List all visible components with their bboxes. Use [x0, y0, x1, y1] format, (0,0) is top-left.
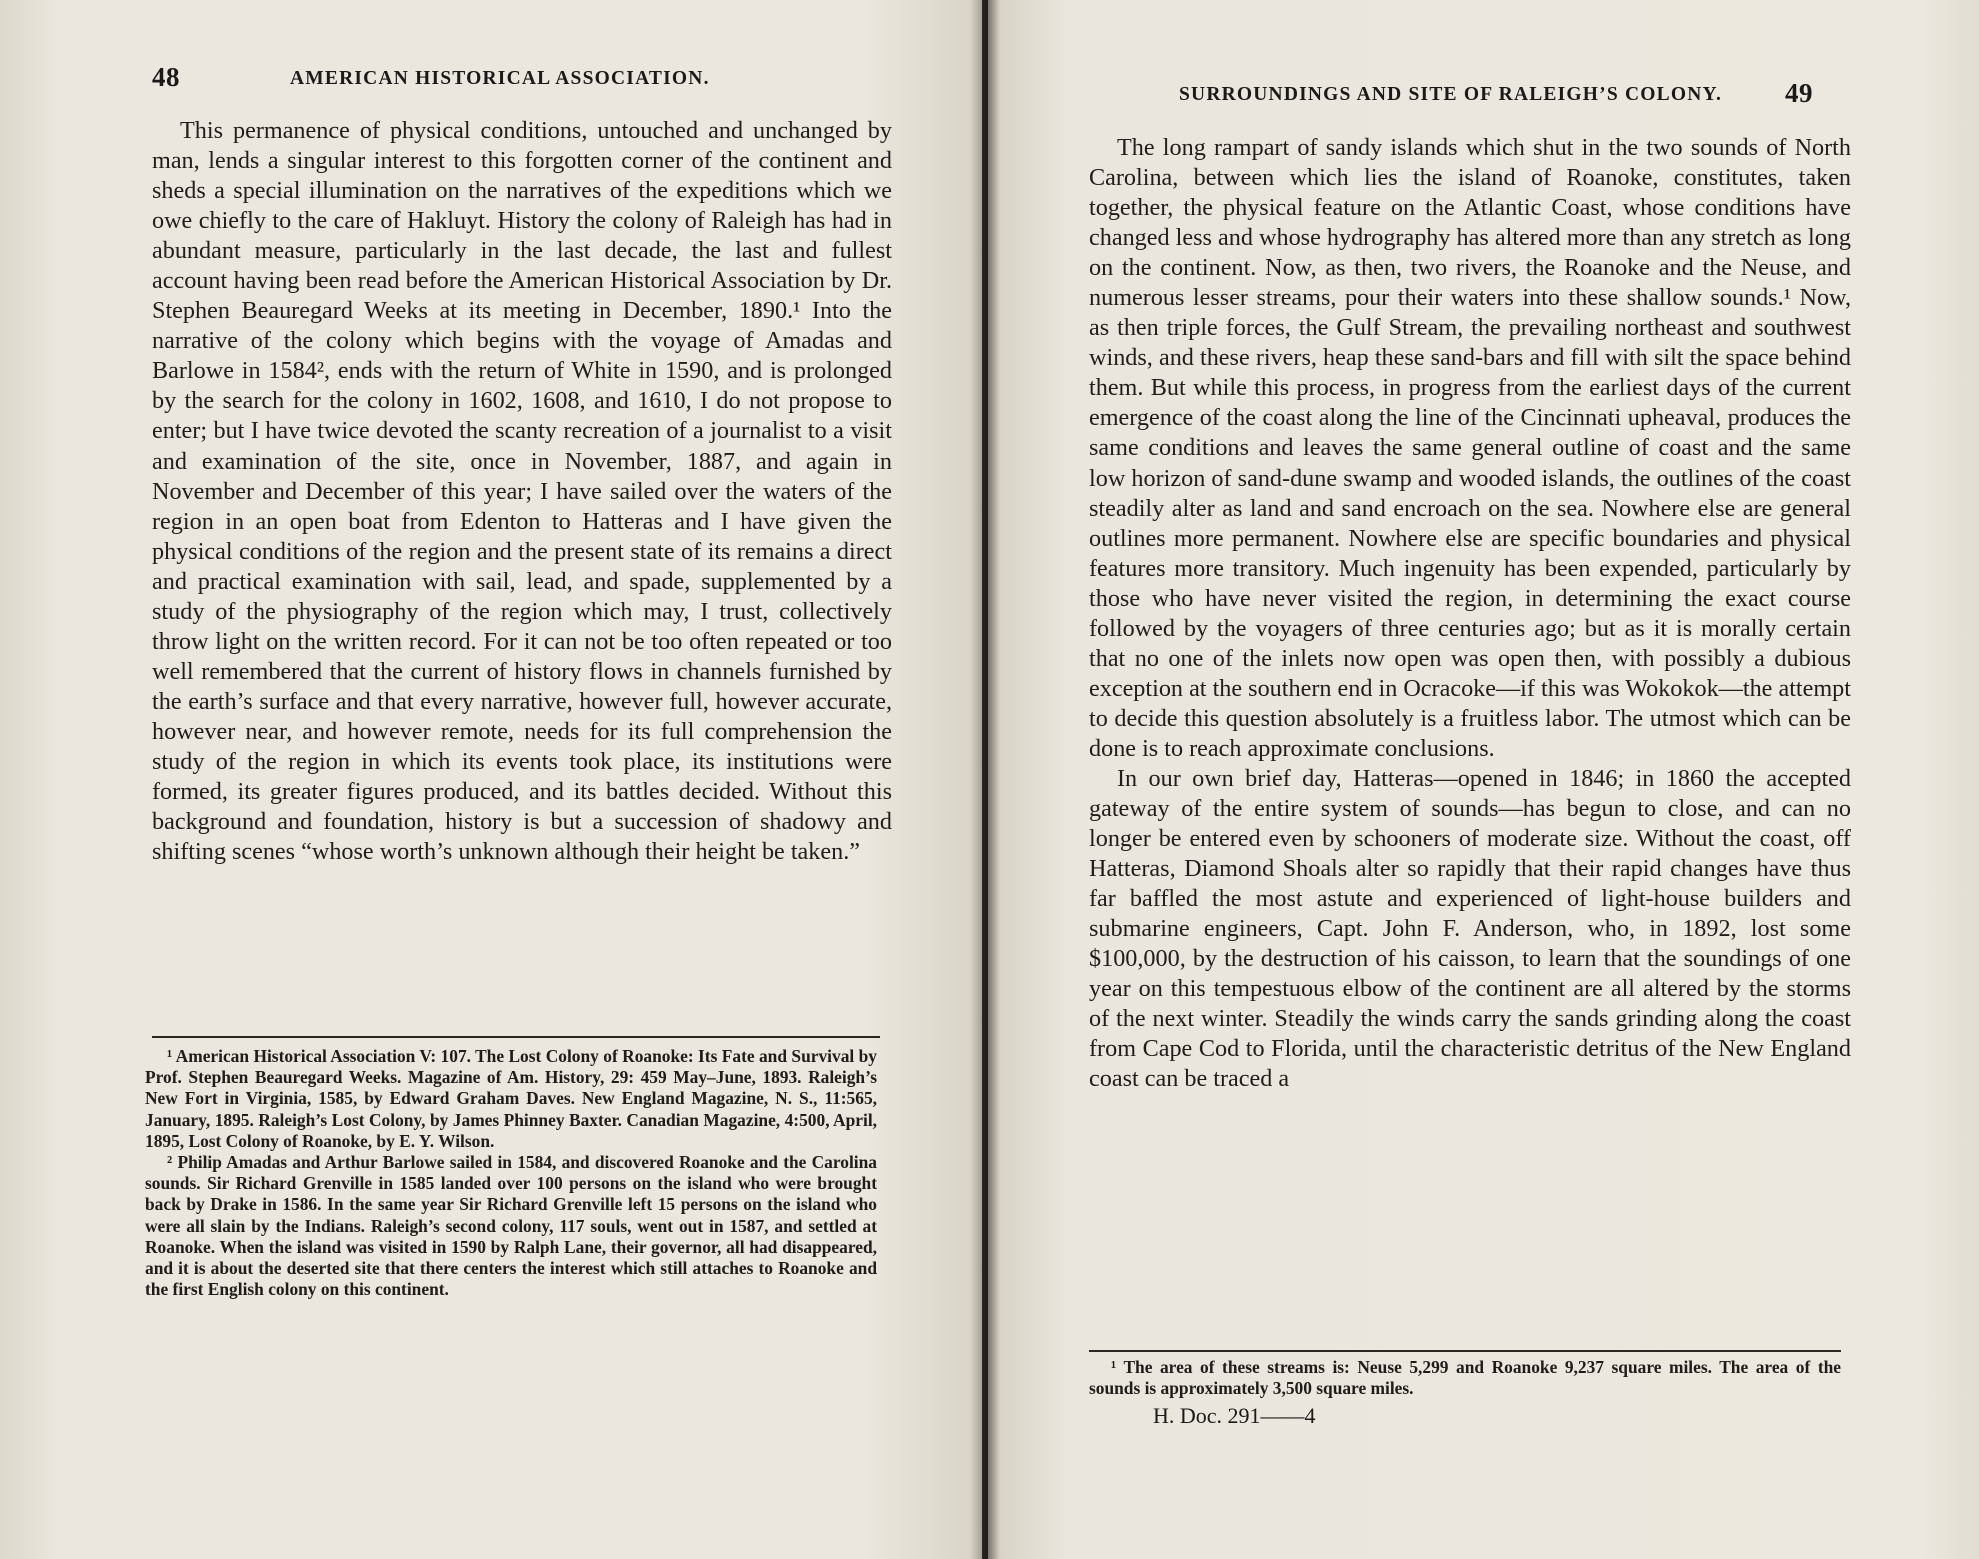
- signature-mark: H. Doc. 291——4: [1153, 1403, 1316, 1428]
- footnote: ¹ The area of these streams is: Neuse 5,299 and Roanoke 9,237 square miles. The area of the sounds is approximately 3,500 square miles.: [1089, 1357, 1841, 1399]
- left-page: [0, 0, 982, 1559]
- paragraph: In our own brief day, Hatteras—opened in 1846; in 1860 the accepted gateway of the entire system of sounds—has begun to close, and can no longer be entered even by schooners of moderate size. Without the coast, off Hatteras, Diamond Shoals alter so rapidly that their rapid changes have thus far baffled the most astute and experienced of light-house builders and submarine engineers, Capt. John F. Anderson, who, in 1892, lost some $100,000, by the destruction of his caisson, to learn that the soundings of one year on this tempestuous elbow of the continent are all altered by the storms of the next winter. Steadily the winds carry the sands grinding along the coast from Cape Cod to Florida, until the characteristic detritus of the New England coast can be traced a: [1089, 764, 1851, 1093]
- body-text: [1089, 133, 1851, 1095]
- page-number: 49: [1785, 78, 1813, 108]
- footnotes: [145, 1046, 877, 1300]
- footnote-rule: [1089, 1350, 1841, 1352]
- footnote: ² Philip Amadas and Arthur Barlowe sailed in 1584, and discovered Roanoke and the Carolina sounds. Sir Richard Grenville in 1585 landed over 100 persons on the island who were brought back by Drake in 1586. In the same year Sir Richard Grenville left 15 persons on the island who were all slain by the Indians. Raleigh’s second colony, 117 souls, went out in 1587, and settled at Roanoke. When the island was visited in 1590 by Ralph Lane, their governor, all had disappeared, and it is about the deserted site that there centers the interest which still attaches to Roanoke and the first English colony on this continent.: [145, 1152, 877, 1300]
- body-text: [152, 116, 892, 867]
- book-gutter: [970, 0, 1000, 1559]
- footnote-rule: [152, 1036, 880, 1038]
- running-head: SURROUNDINGS AND SITE OF RALEIGH’S COLONY.: [1179, 84, 1723, 105]
- footnotes: [1089, 1357, 1841, 1399]
- running-head: AMERICAN HISTORICAL ASSOCIATION.: [290, 68, 710, 89]
- page-number: 48: [152, 62, 180, 92]
- paragraph: This permanence of physical conditions, untouched and unchanged by man, lends a singular interest to this forgotten corner of the continent and sheds a special illumination on the narratives of the expeditions which we owe chiefly to the care of Hakluyt. History the colony of Raleigh has had in abundant measure, particularly in the last decade, the last and fullest account having been read before the American Historical Association by Dr. Stephen Beauregard Weeks at its meeting in December, 1890.¹ Into the narrative of the colony which begins with the voyage of Amadas and Barlowe in 1584², ends with the return of White in 1590, and is prolonged by the search for the colony in 1602, 1608, and 1610, I do not propose to enter; but I have twice devoted the scanty recreation of a journalist to a visit and examination of the site, once in November, 1887, and again in November and December of this year; I have sailed over the waters of the region in an open boat from Edenton to Hatteras and I have given the physical conditions of the region and the present state of its remains a direct and practical examination with sail, lead, and spade, supplemented by a study of the physiography of the region which may, I trust, collectively throw light on the written record. For it can not be too often repeated or too well remembered that the current of history flows in channels furnished by the earth’s surface and that every narrative, however full, however accurate, however near, and however remote, needs for its full comprehension the study of the region in which its events took place, its institutions were formed, its greater figures produced, and its battles decided. Without this background and foundation, history is but a succession of shadowy and shifting scenes “whose worth’s unknown although their height be taken.”: [152, 117, 892, 866]
- paragraph: The long rampart of sandy islands which shut in the two sounds of North Carolina, between which lies the island of Roanoke, constitutes, taken together, the physical feature on the Atlantic Coast, whose conditions have changed less and whose hydrography has altered more than any stretch as long on the continent. Now, as then, two rivers, the Roanoke and the Neuse, and numerous lesser streams, pour their waters into these shallow sounds.¹ Now, as then triple forces, the Gulf Stream, the prevailing northeast and southwest winds, and these rivers, heap these sand-bars and fill with silt the space behind them. But while this process, in progress from the earliest days of the current emergence of the coast along the line of the Cincinnati upheaval, produces the same conditions and leaves the same general outline of coast and the same low horizon of sand-dune swamp and wooded islands, the outlines of the coast steadily alter as land and sand encroach on the sea. Nowhere else are general outlines more permanent. Nowhere else are specific boundaries and physical features more transitory. Much ingenuity has been expended, particularly by those who have never visited the region, in determining the exact course followed by the voyagers of three centuries ago; but as it is morally certain that no one of the inlets now open was open then, with possibly a dubious exception at the southern end in Ocracoke—if this was Wokokok—the attempt to decide this question absolutely is a fruitless labor. The utmost which can be done is to reach approximate conclusions.: [1089, 134, 1851, 762]
- footnote: ¹ American Historical Association V: 107. The Lost Colony of Roanoke: Its Fate and Survival by Prof. Stephen Beauregard Weeks. Magazine of Am. History, 29: 459 May–June, 1893. Raleigh’s New Fort in Virginia, 1585, by Edward Graham Daves. New England Magazine, N. S., 11:565, January, 1895. Raleigh’s Lost Colony, by James Phinney Baxter. Canadian Magazine, 4:500, April, 1895, Lost Colony of Roanoke, by E. Y. Wilson.: [145, 1046, 877, 1151]
- right-page: [988, 0, 1979, 1559]
